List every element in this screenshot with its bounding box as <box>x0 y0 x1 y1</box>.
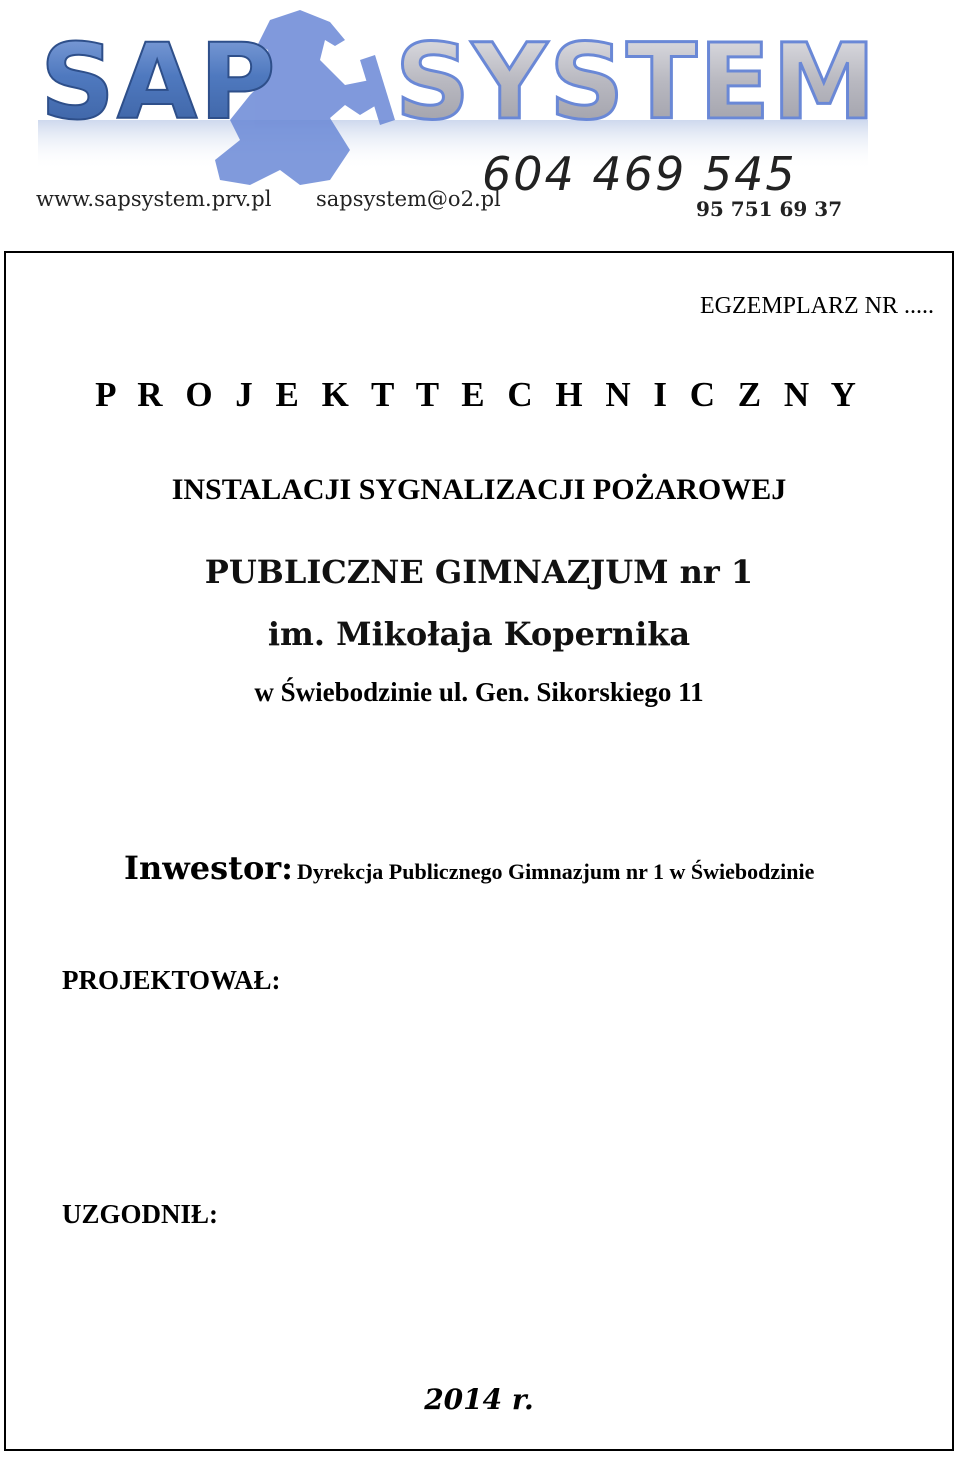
document-title: P R O J E K T T E C H N I C Z N Y <box>95 375 863 414</box>
document-year: 2014 r. <box>424 1383 534 1416</box>
designed-by-label: PROJEKTOWAŁ: <box>62 965 281 995</box>
logo-text-left: SAP <box>40 21 278 143</box>
phone-main: 604 469 545 <box>482 147 797 201</box>
company-website: www.sapsystem.prv.pl <box>36 187 272 211</box>
copy-number: EGZEMPLARZ NR ..... <box>700 293 934 319</box>
investor-value: Dyrekcja Publicznego Gimnazjum nr 1 w Świebodzinie <box>296 859 815 884</box>
investor-line <box>124 849 814 887</box>
approved-by-label: UZGODNIŁ: <box>62 1199 219 1229</box>
phone-secondary: 95 751 69 37 <box>696 197 843 221</box>
object-name: PUBLICZNE GIMNAZJUM nr 1 <box>204 553 754 591</box>
company-email: sapsystem@o2.pl <box>316 187 501 211</box>
logo-text-right: SYSTEM <box>395 21 878 143</box>
object-patron: im. Mikołaja Kopernika <box>267 615 691 653</box>
title-page-frame <box>4 251 954 1451</box>
company-logo <box>0 0 960 240</box>
investor-label: Inwestor: <box>124 849 293 887</box>
object-address: w Świebodzinie ul. Gen. Sikorskiego 11 <box>254 677 704 707</box>
document-subtitle: INSTALACJI SYGNALIZACJI POŻAROWEJ <box>171 473 787 506</box>
company-header <box>0 0 960 240</box>
